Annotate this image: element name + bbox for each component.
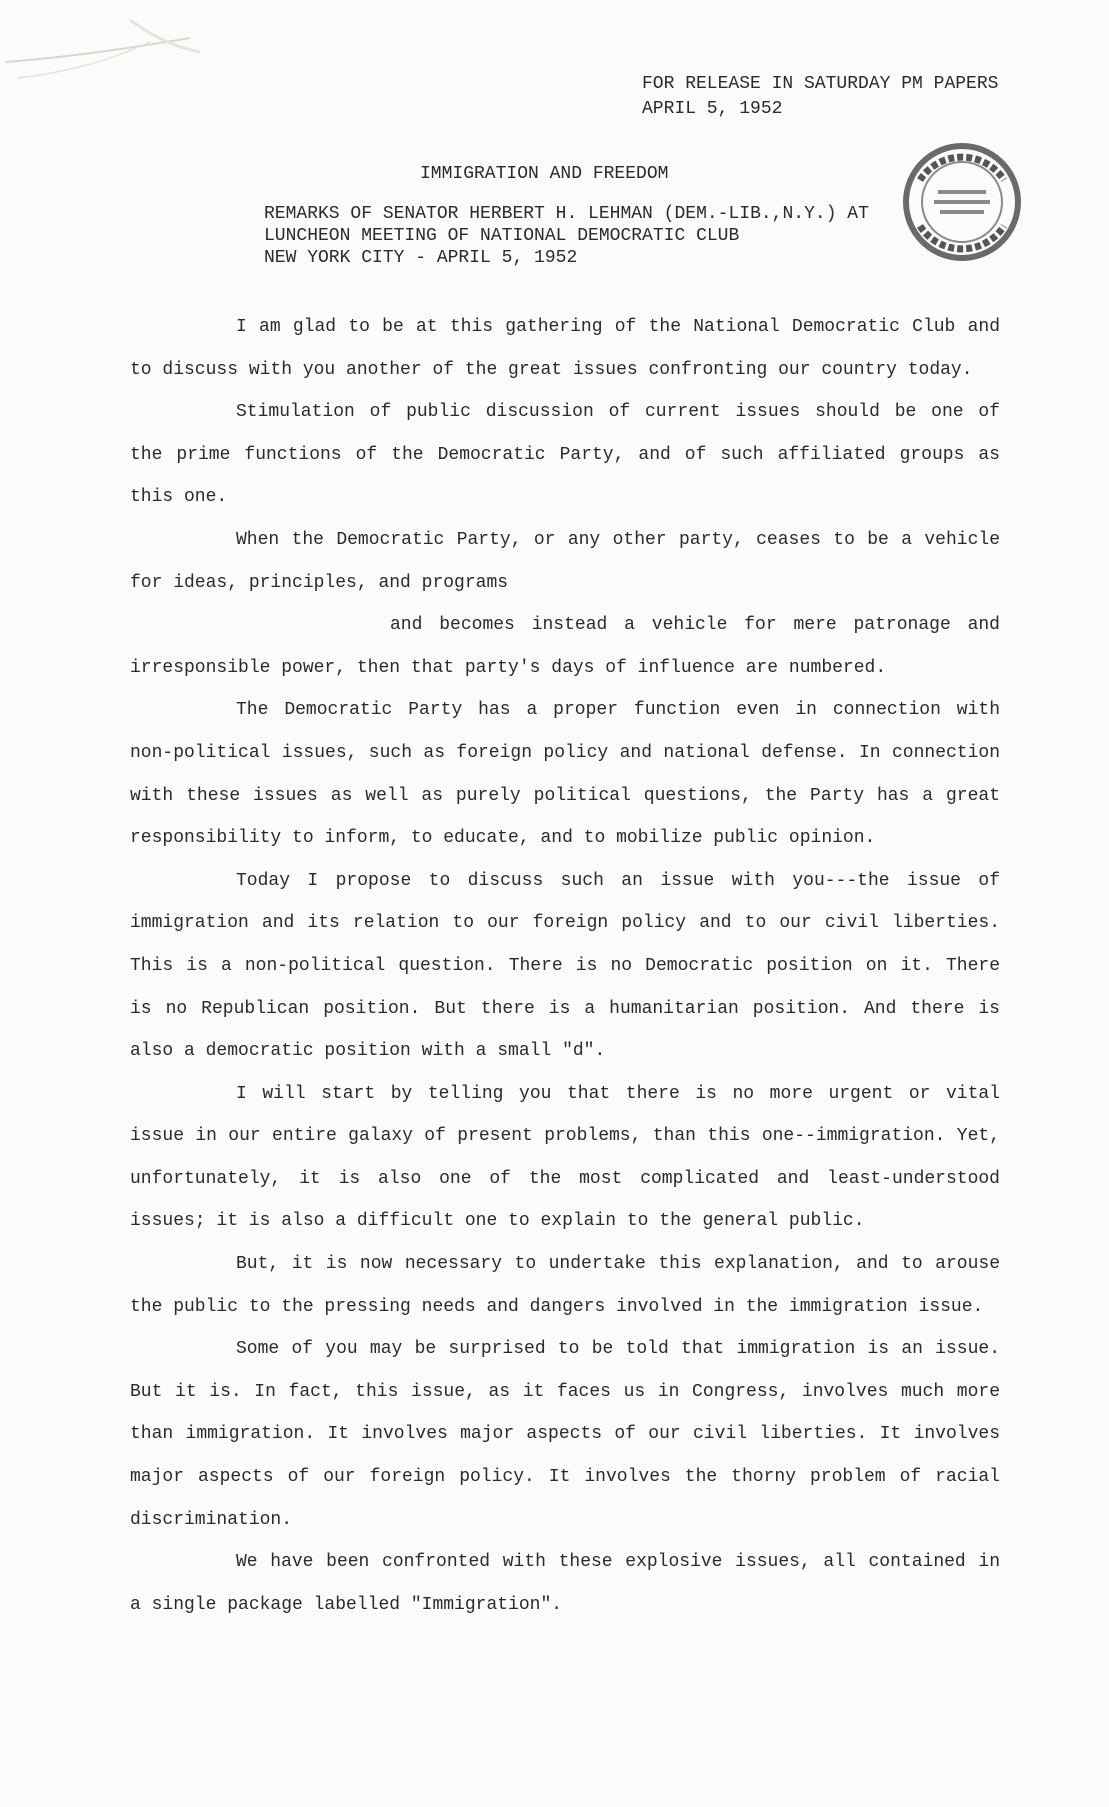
paragraph: Some of you may be surprised to be told that immigration is an issue. But it is. In fact, this issue, as it faces us in Congress, involves much more than immigration. It involves major aspects of our civil liberties. It involves major aspects of our foreign policy. It involves the thorny problem of racial discrimination. [130,1339,1000,1530]
header-line-3: NEW YORK CITY - APRIL 5, 1952 [264,248,578,268]
paragraph-text: When the Democratic Party, or any other party, ceases to be a vehicle for ideas, principles, and programs [130,529,1000,593]
paragraph: The Democratic Party has a proper function even in connection with non-political issues, such as foreign policy and national defense. In connection with these issues as well as purely political questions, the Party has a great responsibility to inform, to educate, and to mobilize public opinion. [130,700,1000,849]
paragraph: Today I propose to discuss such an issue with you---the issue of immigration and its relation to our foreign policy and to our civil liberties. This is a non-political question. There is no Democratic position on it. There is no Republican position. But there is a humanitarian position. And there is also a democratic position with a small "d". [130,870,1000,1062]
header-line-2: LUNCHEON MEETING OF NATIONAL DEMOCRATIC CLUB [264,226,740,246]
release-line-2: APRIL 5, 1952 [642,99,783,119]
paragraph [130,519,1000,604]
document-title: IMMIGRATION AND FREEDOM [420,164,669,184]
paragraph: I am glad to be at this gathering of the National Democratic Club and to discuss with you another of the great issues confronting our country today. [130,317,1000,380]
paragraph: I will start by telling you that there is no more urgent or vital issue in our entire galaxy of present problems, than this one--immigration. Yet, unfortunately, it is also one of the most complicated and least-understood issues; it is also a difficult one to explain to the general public. [130,1083,1000,1232]
library-stamp-icon [900,140,1024,264]
remarks-header [264,203,869,269]
paragraph-text: and becomes instead a vehicle for mere patronage and irresponsible power, then that party's days of influence are numbered. [130,615,1000,678]
paragraph-continuation [130,604,1000,689]
release-note [642,72,998,122]
paper-crease-mark-icon [0,0,260,100]
header-line-1: REMARKS OF SENATOR HERBERT H. LEHMAN (DEM.-LIB.,N.Y.) AT [264,204,869,224]
paragraph: But, it is now necessary to undertake this explanation, and to arouse the public to the pressing needs and dangers involved in the immigration issue. [130,1254,1000,1317]
speech-body [130,306,1000,1626]
release-line-1: FOR RELEASE IN SATURDAY PM PAPERS [642,74,999,94]
paragraph: We have been confronted with these explosive issues, all contained in a single package labelled "Immigration". [130,1552,1000,1615]
paragraph: Stimulation of public discussion of current issues should be one of the prime functions of the Democratic Party, and of such affiliated groups as this one. [130,402,1000,508]
